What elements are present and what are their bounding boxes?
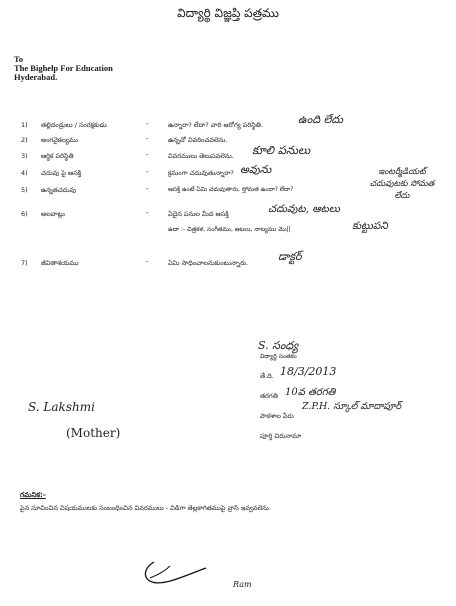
- row-dash: -: [146, 258, 149, 266]
- row-number: 2): [21, 136, 28, 144]
- row-label: చదువు పై ఆసక్తి: [41, 169, 82, 177]
- row-answer-handwritten: అవును: [240, 163, 272, 176]
- row-number: 1): [21, 121, 28, 129]
- date-value-handwritten: 18/3/2013: [280, 365, 337, 378]
- page-title: విద్యార్థి విజ్ఞప్తి పత్రము: [177, 6, 279, 20]
- row-question: క్రమంగా చదువుతున్నారా?: [168, 169, 234, 177]
- address-org: The Bighelp For Education: [14, 63, 113, 73]
- school-value-handwritten: Z.P.H. స్కూల్ మాదాపూర్: [302, 401, 402, 412]
- row-question: ఆసక్తి ఉంటే ఏమి చదువుతారు, స్తోమత ఉందా? లేదా?: [168, 186, 294, 193]
- mother-signature: S. Lakshmi: [28, 400, 95, 414]
- address-to: To: [14, 54, 24, 64]
- row-number: 5): [21, 186, 28, 194]
- row-label: జీవితాశయము: [41, 259, 79, 267]
- row-dash: -: [146, 151, 149, 159]
- row-question-example: ఉదా :- చిత్రకళ, సంగీతము, ఆటలు, నాట్యము మొ||: [168, 226, 291, 233]
- row-answer-handwritten: డాక్టర్: [278, 250, 302, 263]
- school-label: పాఠశాల పేరు: [260, 412, 294, 420]
- student-sign-label: విద్యార్థి సంతకం: [260, 353, 297, 360]
- row-number: 3): [21, 152, 28, 160]
- row-answer-handwritten: చదువుట, ఆటలు: [268, 203, 340, 215]
- row-question: ఏమి సాధించాలనుకుంటున్నారు.: [168, 259, 249, 267]
- row-question: వివరములు తెలుపవలెను.: [168, 152, 234, 160]
- class-label: తరగతి: [260, 392, 278, 400]
- class-value-handwritten: 10వ తరగతి: [285, 387, 336, 398]
- row-number: 4): [21, 169, 28, 177]
- bottom-mark: Ram: [233, 580, 252, 589]
- note-title: గమనిక:-: [20, 491, 46, 499]
- mother-label: (Mother): [66, 426, 121, 440]
- row-number: 6): [21, 210, 28, 218]
- address-label: పూర్తి చిరునామా: [260, 432, 302, 440]
- row-answer-handwritten: ఉంది లేదు: [298, 113, 343, 126]
- row-label: అలవాట్లు: [41, 210, 65, 218]
- row-answer-handwritten: ఇంటర్మీడియట్ చదువుటకు సోమత లేదు: [369, 167, 435, 201]
- row-answer-handwritten: కూలి పనులు: [252, 143, 311, 157]
- note-text: పైన సూచించిన విషయములకు సంబంధించిన వివరములు - విడిగా తెల్లకాగితముపై వ్రాసి ఇవ్వవలెను.: [20, 504, 271, 512]
- date-label: తే.ది.: [260, 372, 274, 380]
- row-dash: -: [146, 168, 149, 176]
- row-question: ఉన్నారా? లేదా? వారి ఆరోగ్య పరిస్థితి.: [168, 121, 263, 129]
- row-dash: -: [146, 135, 149, 143]
- row-dash: -: [146, 120, 149, 128]
- row-label: తల్లిదండ్రులు / సంరక్షకుడు: [41, 121, 107, 129]
- row-label: ఉన్నతచదువు: [41, 186, 77, 194]
- row-number: 7): [21, 259, 28, 267]
- row-dash: -: [146, 209, 149, 217]
- address-city: Hyderabad.: [14, 72, 58, 82]
- row-answer-handwritten-2: కుట్టుపని: [352, 220, 388, 232]
- row-question: ఉన్నచో వివరించవలెను.: [168, 136, 228, 144]
- student-name-handwritten: S. సంధ్య: [258, 339, 299, 352]
- row-question: ఏదైన పనుల మీద ఆసక్తి: [168, 210, 229, 218]
- row-label: ఆర్థిక పరిస్థితి: [41, 152, 74, 160]
- scribble-signature-icon: [140, 556, 220, 596]
- row-dash: -: [146, 185, 149, 193]
- row-label: అంగవైకల్యము: [41, 136, 79, 144]
